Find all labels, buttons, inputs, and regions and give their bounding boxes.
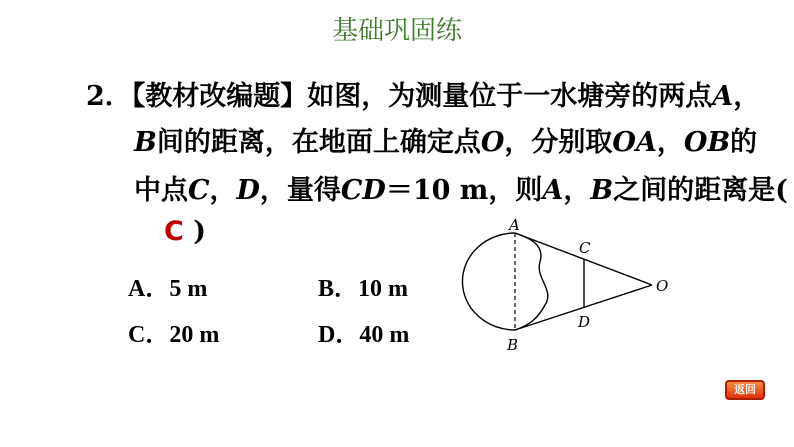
question-line-2: B间的距离，在地面上确定点O，分别取OA，OB的 (134, 127, 758, 158)
pond-edge (515, 233, 548, 330)
question-number: 2． (86, 81, 132, 112)
label-o: O (656, 277, 669, 295)
back-button[interactable]: 返回 (725, 380, 765, 400)
option-a[interactable]: A．5 m (128, 276, 208, 302)
option-d[interactable]: D．40 m (318, 322, 410, 348)
label-b: B (507, 336, 519, 354)
label-d: D (578, 313, 591, 331)
answer-line: C ) (164, 216, 207, 247)
source-tag: 【教材改编题】 (131, 81, 308, 112)
question-line-3: 中点C，D，量得CD＝10 m，则A，B之间的距离是( (134, 175, 788, 206)
option-b[interactable]: B．10 m (318, 276, 409, 302)
question-line-1: 2．【教材改编题】如图，为测量位于一水塘旁的两点A， (86, 81, 761, 112)
label-c: C (579, 239, 591, 257)
section-title: 基础巩固练 (331, 16, 462, 46)
pond-arc (462, 233, 515, 330)
answer-mark: C (164, 216, 184, 247)
label-a: A (509, 216, 520, 234)
option-c[interactable]: C．20 m (128, 322, 220, 348)
